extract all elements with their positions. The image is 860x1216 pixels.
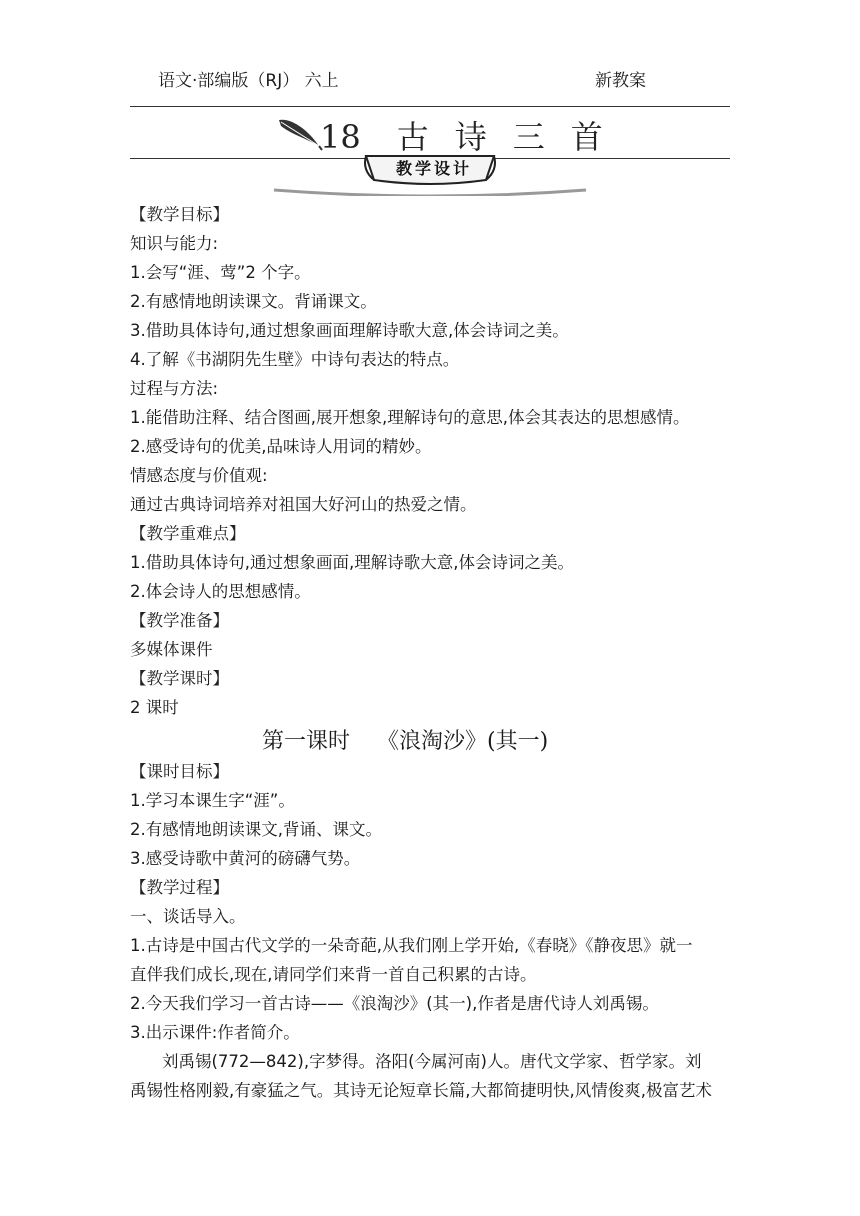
text-line: 2.感受诗句的优美,品味诗人用词的精妙。 — [130, 437, 432, 456]
text-line: 1.能借助注释、结合图画,展开想象,理解诗句的意思,体会其表达的思想感情。 — [130, 408, 690, 427]
text-line: 知识与能力: — [130, 234, 219, 253]
lesson-title-block — [275, 112, 629, 156]
text-line: 一、谈话导入。 — [130, 907, 246, 926]
text-line: 直伴我们成长,现在,请同学们来背一首自己积累的古诗。 — [130, 965, 537, 984]
feather-icon — [275, 112, 325, 152]
banner-label: 教学设计 — [395, 159, 472, 178]
section-heading: 【教学重难点】 — [130, 524, 246, 543]
text-line: 2.体会诗人的思想感情。 — [130, 582, 311, 601]
text-line: 过程与方法: — [130, 379, 219, 398]
header-series: 新教案 — [595, 71, 646, 91]
section-heading: 【教学目标】 — [130, 205, 229, 224]
text-line: 禹锡性格刚毅,有豪猛之气。其诗无论短章长篇,大都简捷明快,风情俊爽,极富艺术 — [130, 1081, 712, 1100]
text-line: 2.有感情地朗读课文。背诵课文。 — [130, 292, 377, 311]
text-line: 3.感受诗歌中黄河的磅礴气势。 — [130, 849, 361, 868]
text-line: 多媒体课件 — [130, 640, 213, 659]
section-heading: 【教学课时】 — [130, 669, 229, 688]
text-line: 1.学习本课生字“涯”。 — [130, 791, 295, 810]
section-heading: 【教学过程】 — [130, 878, 229, 897]
text-line: 2.今天我们学习一首古诗——《浪淘沙》(其一),作者是唐代诗人刘禹锡。 — [130, 994, 659, 1013]
header-rule — [130, 106, 730, 107]
section-heading: 【教学准备】 — [130, 611, 229, 630]
text-line: 刘禹锡(772—842),字梦得。洛阳(今属河南)人。唐代文学家、哲学家。刘 — [162, 1052, 702, 1071]
text-line: 1.会写“涯、莺”2 个字。 — [130, 263, 311, 282]
text-line: 3.出示课件:作者简介。 — [130, 1023, 300, 1042]
lesson-period-title: 第一课时 《浪淘沙》(其一) — [262, 729, 549, 754]
text-line: 通过古典诗词培养对祖国大好河山的热爱之情。 — [130, 495, 477, 514]
lesson-number: 18 — [320, 118, 361, 156]
lesson-name: 古诗三首 — [396, 118, 629, 156]
header-subject: 语文·部编版（RJ） 六上 — [158, 71, 339, 91]
section-heading: 【课时目标】 — [130, 762, 229, 781]
text-line: 2.有感情地朗读课文,背诵、课文。 — [130, 820, 382, 839]
text-line: 4.了解《书湖阴先生壁》中诗句表达的特点。 — [130, 350, 460, 369]
text-line: 2 课时 — [130, 698, 179, 717]
text-line: 3.借助具体诗句,通过想象画面理解诗歌大意,体会诗词之美。 — [130, 321, 569, 340]
text-line: 1.借助具体诗句,通过想象画面,理解诗歌大意,体会诗词之美。 — [130, 553, 574, 572]
text-line: 1.古诗是中国古代文学的一朵奇葩,从我们刚上学开始,《春晓》《静夜思》就一 — [130, 936, 693, 955]
text-line: 情感态度与价值观: — [130, 466, 268, 485]
